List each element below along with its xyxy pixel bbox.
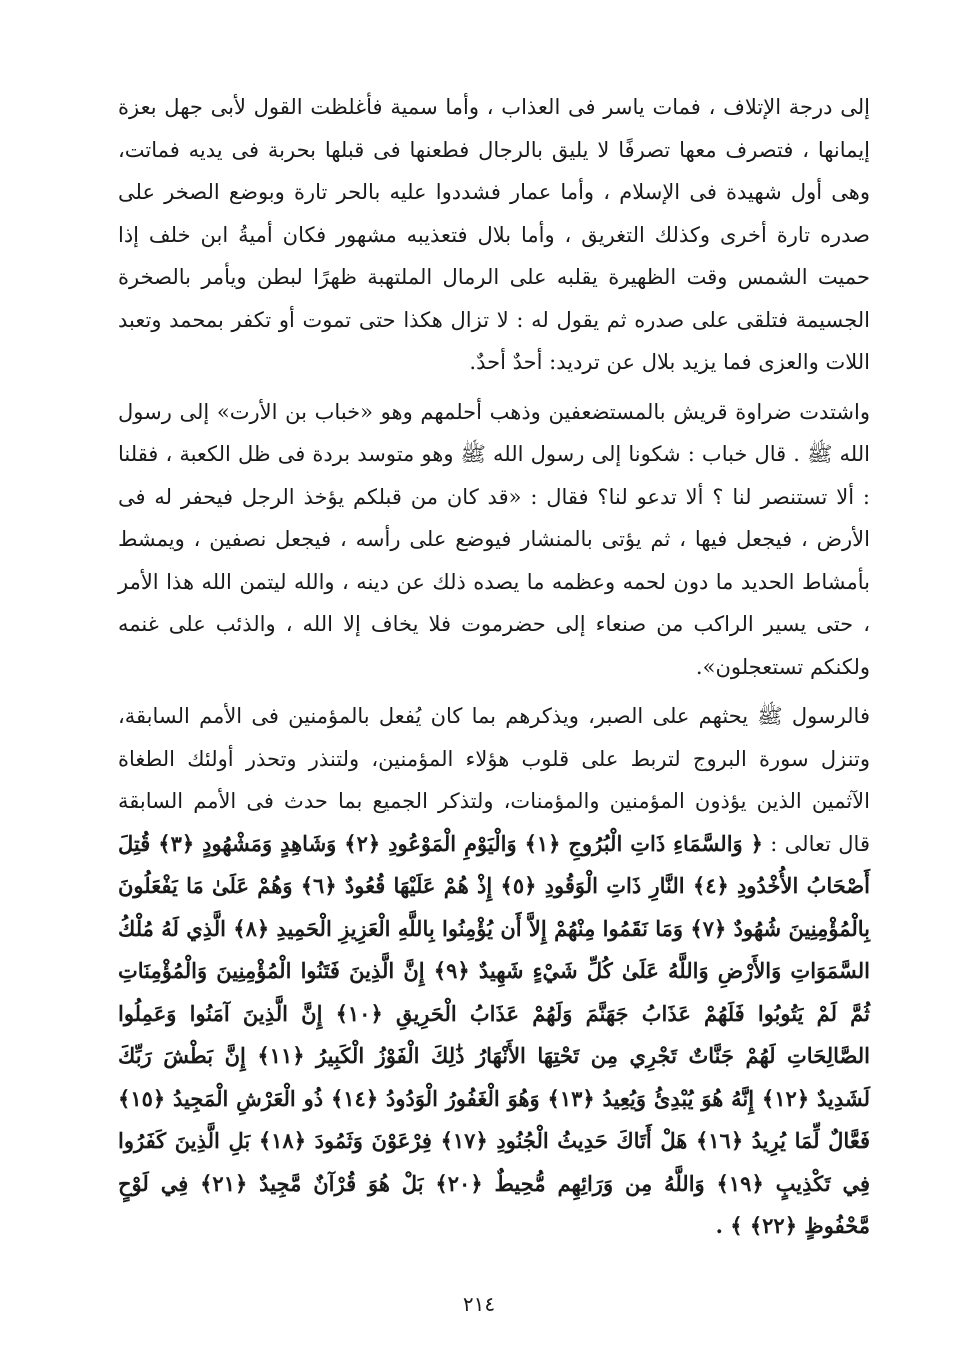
intro-text: فالرسول ﷺ يحثهم على الصبر، ويذكرهم بما كان يُفعل بالمؤمنين فى الأمم السابقة، وتنزل سورة البروج لتربط على قلوب هؤلاء المؤمنين، ولتنذر وتحذر أولئك الطغاة الآثمين الذين يؤذون المؤمنين والمؤمنات، ولتذكر الجميع بما حدث فى الأمم السابقة قال تعالى : (118, 704, 870, 856)
quran-verses: ﴿ وَالسَّمَاءِ ذَاتِ الْبُرُوجِ ﴿١﴾ وَالْيَوْمِ الْمَوْعُودِ ﴿٢﴾ وَشَاهِدٍ وَمَشْهُودٍ ﴿٣﴾ قُتِلَ أَصْحَابُ الأُخْدُودِ ﴿٤﴾ النَّارِ ذَاتِ الْوَقُودِ ﴿٥﴾ إِذْ هُمْ عَلَيْهَا قُعُودٌ ﴿٦﴾ وَهُمْ عَلَىٰ مَا يَفْعَلُونَ بِالْمُؤْمِنِينَ شُهُودٌ ﴿٧﴾ وَمَا نَقَمُوا مِنْهُمْ إِلاَّ أَن يُؤْمِنُوا بِاللَّهِ الْعَزِيزِ الْحَمِيدِ ﴿٨﴾ الَّذِي لَهُ مُلْكُ السَّمَوَاتِ وَالأَرْضِ وَاللَّهُ عَلَىٰ كُلِّ شَيْءٍ شَهِيدٌ ﴿٩﴾ إِنَّ الَّذِينَ فَتَنُوا الْمُؤْمِنِينَ وَالْمُؤْمِنَاتِ ثُمَّ لَمْ يَتُوبُوا فَلَهُمْ عَذَابُ جَهَنَّمَ وَلَهُمْ عَذَابُ الْحَرِيقِ ﴿١٠﴾ إِنَّ الَّذِينَ آمَنُوا وَعَمِلُوا الصَّالِحَاتِ لَهُمْ جَنَّاتٌ تَجْرِي مِن تَحْتِهَا الأَنْهَارُ ذَٰلِكَ الْفَوْزُ الْكَبِيرُ ﴿١١﴾ إِنَّ بَطْشَ رَبِّكَ لَشَدِيدٌ ﴿١٢﴾ إِنَّهُ هُوَ يُبْدِئُ وَيُعِيدُ ﴿١٣﴾ وَهُوَ الْغَفُورُ الْوَدُودُ ﴿١٤﴾ ذُو الْعَرْشِ الْمَجِيدُ ﴿١٥﴾ فَعَّالٌ لِّمَا يُرِيدُ ﴿١٦﴾ هَلْ أَتَاكَ حَدِيثُ الْجُنُودِ ﴿١٧﴾ فِرْعَوْنَ وَثَمُودَ ﴿١٨﴾ بَلِ الَّذِينَ كَفَرُوا فِي تَكْذِيبٍ ﴿١٩﴾ وَاللَّهُ مِن وَرَائِهِم مُّحِيطٌ ﴿٢٠﴾ بَلْ هُوَ قُرْآنٌ مَّجِيدٌ ﴿٢١﴾ فِي لَوْحٍ مَّحْفُوظٍ ﴿٢٢﴾ ﴾ . (118, 830, 871, 1238)
paragraph-torture-of-companions: إلى درجة الإتلاف ، فمات ياسر فى العذاب ، وأما سمية فأغلظت القول لأبى جهل بعزة إيمانها ، فتصرف معها تصرفًا لا يليق بالرجال فطعنها فى قبلها بحربة فى يديه فماتت، وهى أول شهيدة فى الإسلام ، وأما عمار فشددوا عليه بالحر تارة وبوضع الصخر على صدره تارة أخرى وكذلك التغريق ، وأما بلال فتعذيبه مشهور فكان أميةُ ابن خلف إذا حميت الشمس وقت الظهيرة يقلبه على الرمال الملتهبة ظهرًا لبطن ويأمر بالصخرة الجسيمة فتلقى على صدره ثم يقول له : لا تزال هكذا حتى تموت أو تكفر بمحمد وتعبد اللات والعزى فما يزيد بلال عن ترديد: أحدٌ أحدٌ. (118, 95, 870, 374)
page-number: ٢١٤ (462, 1292, 496, 1316)
paragraph-surah-buruj-intro (118, 695, 870, 1248)
page-body (118, 86, 870, 1248)
paragraph-khabbab-hadith: واشتدت ضراوة قريش بالمستضعفين وذهب أحلمهم وهو «خباب بن الأرت» إلى رسول الله ﷺ . قال خباب : شكونا إلى رسول الله ﷺ وهو متوسد بردة فى ظل الكعبة ، فقلنا : ألا تستنصر لنا ؟ ألا تدعو لنا؟ فقال : «قد كان من قبلكم يؤخذ الرجل فيحفر له فى الأرض ، فيجعل فيها ، ثم يؤتى بالمنشار فيوضع على رأسه ، فيجعل نصفين ، ويمشط بأمشاط الحديد ما دون لحمه وعظمه ما يصده ذلك عن دينه ، والله ليتمن الله هذا الأمر ، حتى يسير الراكب من صنعاء إلى حضرموت فلا يخاف إلا الله ، والذئب على غنمه ولكنكم تستعجلون». (118, 399, 870, 679)
